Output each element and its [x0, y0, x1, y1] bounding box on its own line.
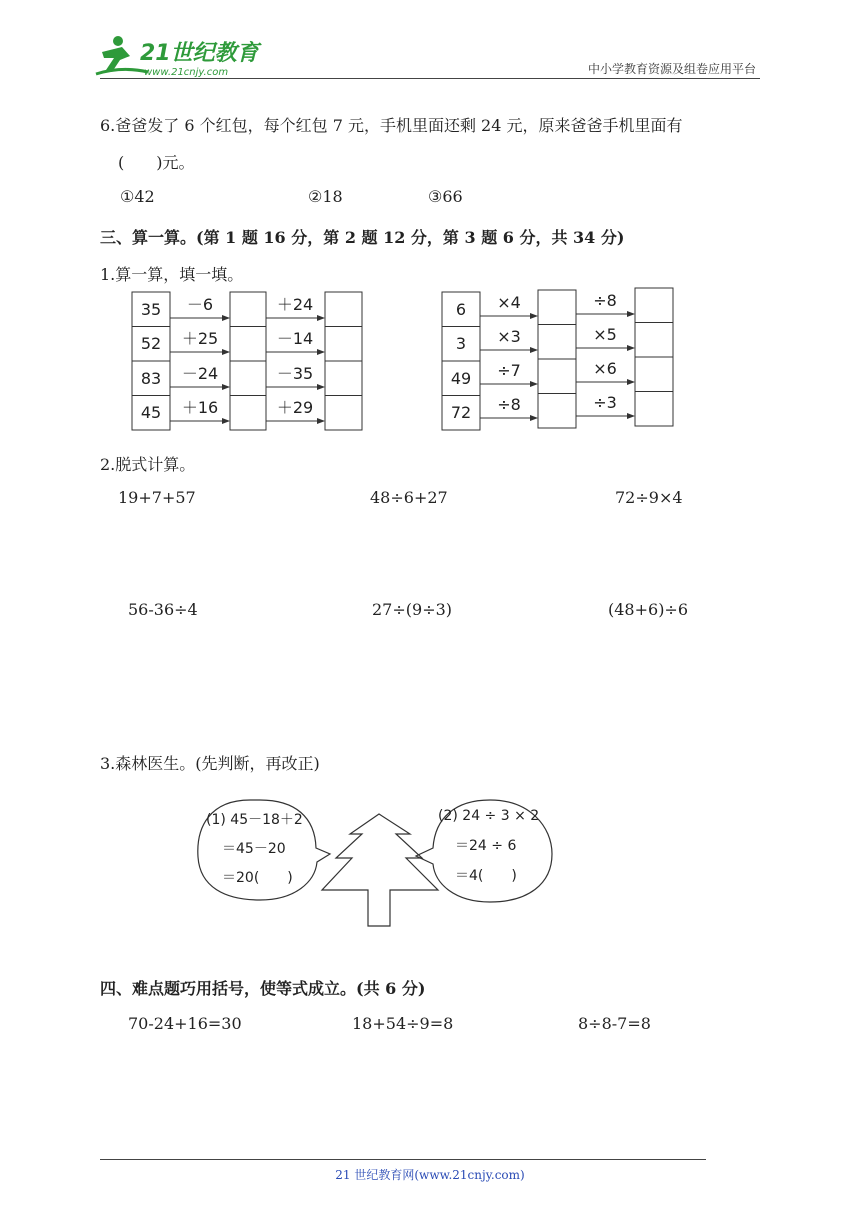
left-op1-1: －6: [186, 295, 214, 314]
q6-option-2: ②18: [308, 187, 343, 206]
section4-title: 四、难点题巧用括号，使等式成立。(共 6 分): [100, 979, 426, 998]
q2-expr-3: 72÷9×4: [615, 488, 683, 507]
right-bubble-line1: (2) 24 ÷ 3 × 2: [438, 808, 540, 824]
s4-item-3: 8÷8-7=8: [578, 1014, 651, 1033]
left-start-1: 35: [140, 300, 162, 319]
right-start-3: 49: [450, 369, 472, 388]
s4-item-1: 70-24+16=30: [128, 1014, 242, 1033]
logo-main-text: 21世纪教育: [140, 41, 259, 66]
right-op1-4: ÷8: [497, 395, 521, 414]
section3-title: 三、算一算。(第 1 题 16 分，第 2 题 12 分，第 3 题 6 分，共 34 分): [100, 228, 625, 247]
q1-title: 1.算一算，填一填。: [100, 265, 244, 284]
footer-text[interactable]: 21 世纪教育网(www.21cnjy.com): [335, 1168, 525, 1182]
forest-doctor-figure: [190, 782, 560, 936]
q2-title: 2.脱式计算。: [100, 455, 196, 474]
right-start-4: 72: [450, 403, 472, 422]
left-op2-1: ＋24: [276, 295, 314, 314]
left-start-4: 45: [140, 403, 162, 422]
right-bubble-line3: ＝4( ): [455, 868, 517, 884]
q6-line2: ( )元。: [118, 153, 195, 172]
q2-expr-1: 19+7+57: [118, 488, 196, 507]
left-op1-3: －24: [181, 364, 219, 383]
right-op1-2: ×3: [497, 327, 521, 346]
right-op2-1: ÷8: [593, 291, 617, 310]
right-op2-4: ÷3: [593, 393, 617, 412]
left-bubble-line2: ＝45－20: [222, 841, 286, 857]
calc-chart-right: [438, 286, 678, 438]
s4-item-2: 18+54÷9=8: [352, 1014, 454, 1033]
left-op1-4: ＋16: [181, 398, 219, 417]
calc-chart-left: [128, 288, 368, 438]
left-bubble-line3: ＝20( ): [222, 870, 293, 886]
q6-option-1: ①42: [120, 187, 155, 206]
header-rule: [100, 78, 760, 79]
footer-rule: [100, 1159, 706, 1160]
left-bubble-line1: (1) 45－18＋2: [206, 812, 303, 828]
right-op1-1: ×4: [497, 293, 521, 312]
right-op2-3: ×6: [593, 359, 617, 378]
right-bubble-line2: ＝24 ÷ 6: [455, 838, 517, 854]
left-op2-2: －14: [276, 329, 314, 348]
left-op1-2: ＋25: [181, 329, 219, 348]
right-start-2: 3: [455, 334, 467, 353]
tree-shape: [322, 814, 438, 926]
q3-title: 3.森林医生。(先判断，再改正): [100, 754, 320, 773]
right-op2-2: ×5: [593, 325, 617, 344]
left-op2-3: －35: [276, 364, 314, 383]
header-right-text: 中小学教育资源及组卷应用平台: [587, 62, 756, 76]
q2-expr-5: 27÷(9÷3): [372, 600, 453, 619]
right-start-1: 6: [455, 300, 467, 319]
left-op2-4: ＋29: [276, 398, 314, 417]
q6-option-3: ③66: [428, 187, 463, 206]
q2-expr-4: 56-36÷4: [128, 600, 198, 619]
logo-url-text: www.21cnjy.com: [144, 67, 229, 78]
q6-line1: 6.爸爸发了 6 个红包，每个红包 7 元，手机里面还剩 24 元，原来爸爸手机里面有: [100, 116, 683, 135]
logo: [92, 32, 262, 80]
q2-expr-6: (48+6)÷6: [608, 600, 689, 619]
right-op1-3: ÷7: [497, 361, 521, 380]
left-start-3: 83: [140, 369, 162, 388]
q2-expr-2: 48÷6+27: [370, 488, 448, 507]
left-start-2: 52: [140, 334, 162, 353]
